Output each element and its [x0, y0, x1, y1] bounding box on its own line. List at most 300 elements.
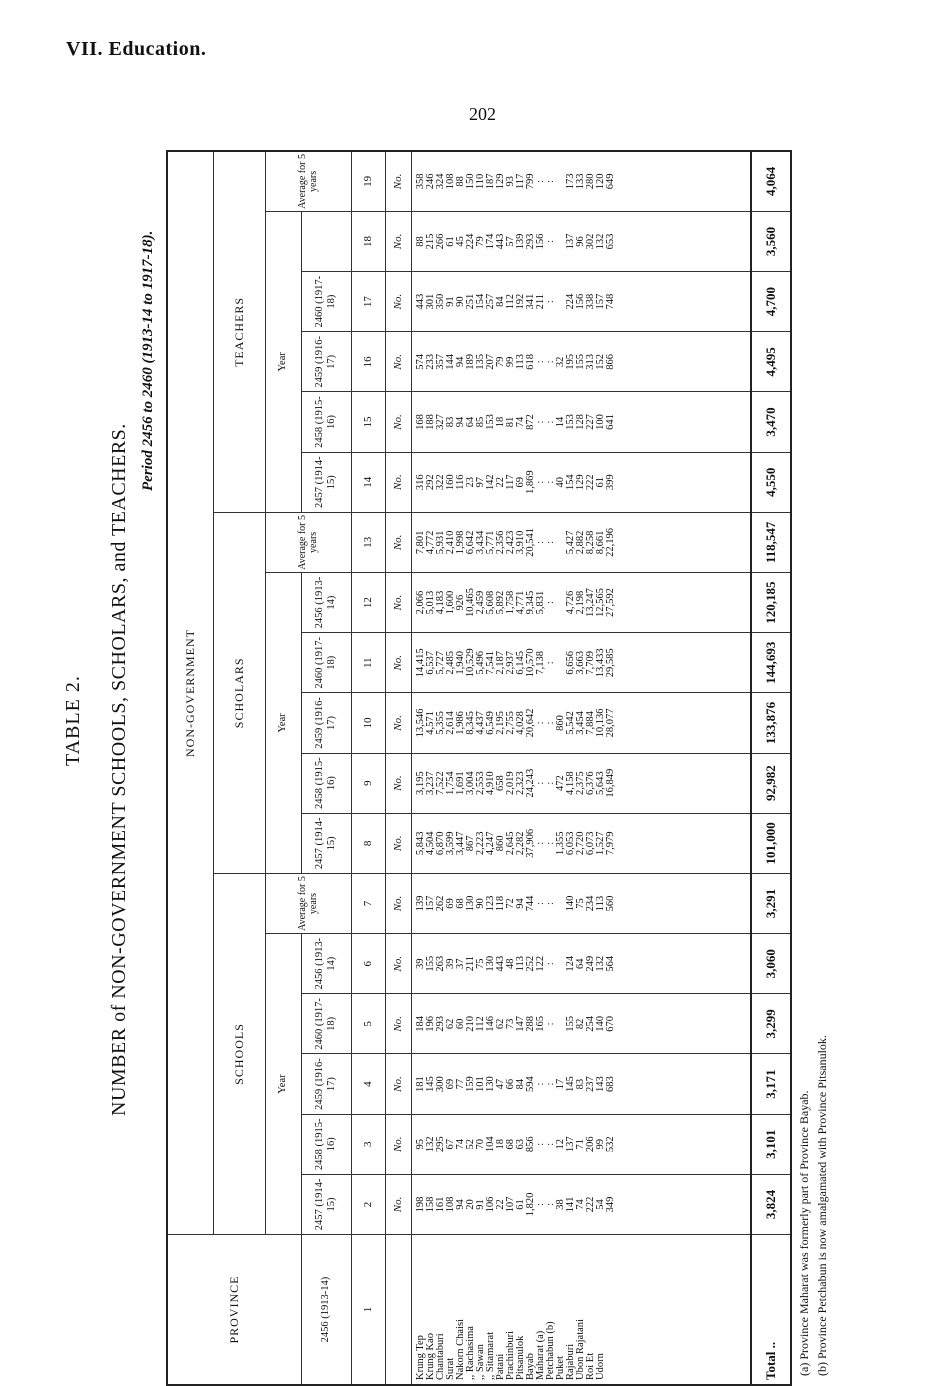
data-cell: 4,772	[424, 530, 436, 555]
data-cell: :	[534, 360, 546, 364]
data-cell: 301	[424, 293, 436, 310]
data-cell: 263	[434, 955, 446, 972]
data-cell: 5,931	[434, 530, 446, 555]
data-column	[411, 1054, 751, 1114]
data-cell: 1,691	[454, 771, 466, 795]
data-cell: 5,013	[424, 590, 436, 615]
data-cell: 6,870	[434, 831, 446, 856]
data-cell: 101	[474, 1076, 486, 1092]
footnote-b: (b) Province Petchabun is now amalgamated with Province Pitsanulok.	[815, 1035, 829, 1376]
data-cell: 161	[434, 1196, 446, 1213]
data-cell: 113	[594, 895, 606, 912]
column-number: 9	[351, 753, 385, 813]
data-cell: 18	[494, 416, 506, 428]
data-column	[411, 753, 751, 813]
data-cell: 7,709	[584, 650, 596, 675]
data-cell: 2,937	[504, 650, 516, 675]
data-cell: 54	[594, 1199, 606, 1210]
province-name: Puket	[554, 1356, 566, 1380]
data-cell: 155	[564, 1016, 576, 1032]
data-cell: 60	[454, 1018, 466, 1030]
data-cell: 96	[574, 236, 586, 247]
data-cell: 90	[454, 296, 466, 307]
data-cell: 293	[434, 1016, 446, 1032]
data-cell: 45	[454, 236, 466, 247]
data-cell: 85	[474, 416, 486, 428]
data-cell: 72	[504, 898, 516, 909]
data-cell: :	[544, 721, 556, 725]
data-cell: 139	[414, 895, 426, 912]
data-cell: 132	[594, 955, 606, 972]
data-cell	[556, 934, 566, 993]
data-column	[411, 211, 751, 271]
data-cell: 2,645	[504, 831, 516, 856]
data-cell: 341	[524, 293, 536, 310]
data-cell: 2,882	[574, 530, 586, 555]
data-cell: 6,656	[564, 650, 576, 675]
data-cell: 2,553	[474, 771, 486, 795]
data-cell: 99	[594, 1139, 606, 1150]
data-cell: 68	[504, 1139, 516, 1150]
data-cell: 5,542	[564, 711, 576, 735]
data-cell: 2,485	[444, 650, 456, 675]
province-name: Ubon Rajatani	[574, 1319, 586, 1380]
data-cell: 129	[494, 173, 506, 190]
data-cell: 130	[484, 955, 496, 972]
data-cell: 150	[464, 173, 476, 190]
data-cell: 867	[464, 835, 476, 852]
data-cell: 5,496	[474, 650, 486, 675]
data-cell: 168	[414, 414, 426, 430]
data-cell: 27,592	[604, 588, 616, 617]
data-cell: 146	[484, 1016, 496, 1032]
data-cell: 52	[464, 1139, 476, 1150]
year-column-header: 2456 (1913-14)	[301, 572, 351, 632]
data-cell: 10,570	[524, 648, 536, 678]
column-number: 15	[351, 392, 385, 452]
data-cell	[556, 573, 566, 632]
data-cell: 4,028	[514, 711, 526, 735]
data-cell: 154	[564, 474, 576, 491]
total-label: Total ..	[751, 1235, 791, 1385]
data-cell: 93	[504, 176, 516, 187]
data-cell: 100	[594, 414, 606, 430]
data-cell: 4,437	[474, 711, 486, 735]
data-cell: 1,998	[454, 530, 466, 555]
data-cell: 327	[434, 414, 446, 430]
data-cell: 181	[414, 1076, 426, 1092]
data-cell: 1,527	[594, 831, 606, 856]
data-cell: 145	[564, 1076, 576, 1092]
data-cell: 7,541	[484, 650, 496, 675]
data-cell: :	[534, 540, 546, 544]
column-number: 16	[351, 332, 385, 392]
data-cell: :	[534, 902, 546, 905]
data-cell: 75	[574, 898, 586, 909]
total-value: 3,560	[751, 211, 791, 271]
total-value: 4,700	[751, 272, 791, 332]
data-cell: 81	[504, 416, 516, 428]
data-cell: :	[544, 1082, 556, 1086]
data-cell: 10,529	[464, 648, 476, 678]
data-cell: :	[544, 962, 556, 966]
year-header: Year	[265, 934, 301, 1235]
data-cell: 95	[414, 1139, 426, 1150]
data-cell: 357	[434, 353, 446, 370]
data-cell: 1,754	[444, 771, 456, 795]
data-cell: 39	[414, 958, 426, 969]
data-cell: 79	[494, 356, 506, 368]
data-cell: 926	[454, 594, 466, 611]
data-cell: 112	[504, 293, 516, 310]
data-cell: 69	[444, 898, 456, 909]
data-cell: 91	[444, 296, 456, 307]
data-column	[411, 813, 751, 873]
data-cell: 77	[454, 1078, 466, 1090]
data-cell: 860	[554, 715, 566, 731]
data-column	[411, 151, 751, 211]
data-cell: 3,599	[444, 831, 456, 856]
data-cell	[556, 272, 566, 331]
data-cell: 17	[554, 1078, 566, 1090]
total-value: 3,470	[751, 392, 791, 452]
data-cell: :	[534, 1082, 546, 1086]
data-cell: 83	[574, 1078, 586, 1090]
year-header: Year	[265, 572, 301, 873]
data-cell: 61	[514, 1199, 526, 1210]
data-cell: :	[544, 902, 556, 905]
no-label: No.	[385, 994, 411, 1054]
data-cell: 683	[604, 1076, 616, 1092]
data-cell: 91	[474, 1199, 486, 1210]
data-cell: 4,504	[424, 831, 436, 856]
data-column	[411, 272, 751, 332]
data-cell: 108	[444, 173, 456, 190]
year-column-header: 2460 (1917-18)	[301, 272, 351, 332]
province-name: Nakorn Chaisi	[454, 1319, 466, 1380]
data-cell: 744	[524, 895, 536, 912]
page-number: 202	[469, 104, 496, 124]
year-column-header: 2460 (1917-18)	[301, 633, 351, 693]
data-cell: 653	[604, 233, 616, 250]
data-cell: 3,237	[424, 771, 436, 795]
data-cell: 2,195	[494, 711, 506, 735]
average-header: Average for 5 years	[265, 873, 351, 933]
data-cell: 22,196	[604, 527, 616, 557]
data-cell: 13,247	[584, 588, 596, 617]
data-cell: 399	[604, 474, 616, 491]
data-cell: 70	[474, 1139, 486, 1150]
data-cell: 88	[414, 236, 426, 247]
column-number: 11	[351, 633, 385, 693]
data-cell: 6,053	[564, 831, 576, 856]
data-cell: 5,771	[484, 530, 496, 555]
data-cell: 144	[444, 353, 456, 370]
total-value: 3,291	[751, 873, 791, 933]
data-cell: 254	[584, 1016, 596, 1032]
non-government-header: NON-GOVERNMENT	[167, 151, 213, 1235]
data-cell: :	[544, 841, 556, 845]
data-cell: 74	[454, 1139, 466, 1150]
data-cell: 106	[484, 1196, 496, 1213]
data-cell: 4,771	[514, 590, 526, 615]
data-cell: 2,423	[504, 530, 516, 555]
data-cell: 157	[424, 895, 436, 912]
data-cell: 69	[514, 476, 526, 488]
data-cell: :	[534, 781, 546, 785]
data-cell: :	[544, 781, 556, 785]
data-cell: 8,258	[584, 530, 596, 555]
data-column	[411, 452, 751, 512]
column-number: 18	[351, 211, 385, 271]
data-cell: 18	[494, 1139, 506, 1150]
data-cell: 472	[554, 775, 566, 791]
data-cell: 251	[464, 293, 476, 310]
data-cell: 349	[604, 1196, 616, 1213]
province-name: Krung Tep	[414, 1335, 426, 1380]
column-number: 7	[351, 873, 385, 933]
data-cell: 28,077	[604, 708, 616, 738]
data-cell: 174	[484, 233, 496, 250]
data-cell: 12,565	[594, 588, 606, 617]
data-cell: 5,355	[434, 711, 446, 735]
data-cell: 222	[584, 474, 596, 491]
year-column-header: 2458 (1915-16)	[301, 392, 351, 452]
data-cell: :	[544, 1142, 556, 1146]
data-cell: 322	[434, 474, 446, 491]
statistics-table-wrapper	[166, 150, 792, 1386]
year-column-header: 2457 (1914-15)	[301, 1174, 351, 1234]
total-value: 101,000	[751, 813, 791, 873]
data-cell: 124	[564, 955, 576, 972]
data-cell: 141	[564, 1196, 576, 1213]
data-cell: 137	[564, 233, 576, 250]
data-cell: 300	[434, 1076, 446, 1092]
data-cell: 66	[504, 1078, 516, 1090]
data-cell: 6,537	[424, 650, 436, 675]
province-name: Petchabun (b)	[544, 1321, 556, 1380]
data-cell: 20	[464, 1199, 476, 1210]
province-name: Pitsanulok	[514, 1335, 526, 1380]
data-cell: 157	[594, 293, 606, 310]
data-cell: 5,843	[414, 831, 426, 856]
data-cell: 237	[584, 1076, 596, 1092]
data-cell: 338	[584, 293, 596, 310]
scholars-header: SCHOLARS	[213, 512, 265, 873]
column-number: 5	[351, 994, 385, 1054]
total-value: 3,171	[751, 1054, 791, 1114]
data-cell: 860	[494, 835, 506, 852]
data-cell: 99	[504, 356, 516, 368]
column-number: 10	[351, 693, 385, 753]
data-column	[411, 512, 751, 572]
data-cell: 658	[494, 775, 506, 791]
data-cell: 147	[514, 1016, 526, 1032]
statistics-table	[166, 150, 792, 1386]
data-cell: 313	[584, 353, 596, 370]
column-number: 12	[351, 572, 385, 632]
data-cell: 5,643	[594, 771, 606, 795]
data-cell: :	[544, 179, 556, 183]
data-cell: 22	[494, 476, 506, 488]
data-cell: 74	[574, 1199, 586, 1210]
no-label: No.	[385, 934, 411, 994]
data-cell: 113	[514, 956, 526, 972]
data-cell: 2,375	[574, 771, 586, 795]
data-cell: 117	[504, 474, 516, 490]
data-cell: :	[544, 239, 556, 243]
data-cell: 113	[514, 354, 526, 370]
province-name: Roi Et	[584, 1352, 596, 1380]
data-cell: 10,465	[464, 588, 476, 617]
province-name: Udorn	[594, 1353, 606, 1380]
data-cell: 8,661	[594, 530, 606, 555]
data-column	[411, 873, 751, 933]
data-cell: 257	[484, 293, 496, 310]
data-cell: 350	[434, 293, 446, 310]
data-cell: 140	[564, 895, 576, 912]
data-cell: 1,820	[524, 1192, 536, 1217]
province-name: Bayab	[524, 1353, 536, 1380]
data-cell: 16,849	[604, 768, 616, 798]
total-value: 144,693	[751, 633, 791, 693]
no-label: No.	[385, 1174, 411, 1234]
data-cell: 153	[484, 414, 496, 430]
data-cell: :	[544, 661, 556, 665]
data-cell: 145	[424, 1076, 436, 1092]
total-value: 3,299	[751, 994, 791, 1054]
province-name: Prachinburi	[504, 1331, 516, 1380]
no-label: No.	[385, 813, 411, 873]
data-cell: 142	[484, 474, 496, 491]
no-label: No.	[385, 332, 411, 392]
data-cell: 618	[524, 353, 536, 370]
data-cell: 866	[604, 353, 616, 370]
data-cell: 48	[504, 958, 516, 969]
data-cell: 123	[484, 895, 496, 912]
data-cell: 97	[474, 476, 486, 488]
year-column-header: 2459 (1916-17)	[301, 332, 351, 392]
data-cell: 57	[504, 236, 516, 247]
data-cell: 143	[594, 1076, 606, 1092]
data-cell: 224	[564, 293, 576, 310]
data-cell: 1,355	[554, 831, 566, 856]
data-cell: 112	[474, 1016, 486, 1032]
data-cell: 1,869	[524, 470, 536, 494]
data-cell: 6,549	[484, 711, 496, 735]
data-cell: 6,073	[584, 831, 596, 856]
province-name: ,, Sawan	[474, 1344, 486, 1380]
data-cell: 207	[484, 353, 496, 370]
data-cell: 156	[574, 293, 586, 310]
data-cell: 234	[584, 895, 596, 912]
data-cell: 118	[494, 895, 506, 912]
data-cell: 3,910	[514, 530, 526, 555]
data-cell: 68	[454, 898, 466, 909]
data-column	[411, 633, 751, 693]
column-number: 2	[351, 1174, 385, 1234]
data-cell: 137	[564, 1136, 576, 1153]
data-cell: 233	[424, 353, 436, 370]
data-cell: 7,884	[584, 711, 596, 735]
data-cell: 5,892	[494, 590, 506, 615]
data-cell: 4,910	[484, 771, 496, 795]
data-cell: 94	[514, 898, 526, 909]
data-cell: :	[544, 360, 556, 364]
data-cell: 84	[494, 296, 506, 307]
data-cell: 140	[594, 1016, 606, 1032]
data-cell	[556, 513, 566, 572]
data-cell: 133	[574, 173, 586, 190]
data-cell: 3,004	[464, 771, 476, 795]
data-cell: 2,755	[504, 711, 516, 735]
data-cell: 156	[534, 233, 546, 250]
data-cell: 196	[424, 1016, 436, 1032]
data-cell: :	[544, 1022, 556, 1026]
data-cell: 3,454	[574, 711, 586, 735]
data-cell: 4,571	[424, 711, 436, 735]
data-cell: 165	[534, 1016, 546, 1032]
data-cell: 293	[524, 233, 536, 250]
data-cell: 116	[454, 474, 466, 490]
data-cell: 79	[474, 236, 486, 247]
data-cell: 14,415	[414, 648, 426, 678]
data-cell: 799	[524, 173, 536, 190]
data-cell: 24,243	[524, 768, 536, 798]
data-cell: 5,727	[434, 650, 446, 675]
data-cell: 7,138	[534, 650, 546, 675]
data-cell: 670	[604, 1016, 616, 1032]
data-cell: 155	[574, 353, 586, 370]
province-name: Rajaburi	[564, 1343, 576, 1380]
data-cell: 224	[464, 233, 476, 250]
data-cell: 107	[504, 1196, 516, 1213]
data-cell: 195	[564, 353, 576, 370]
data-cell: 215	[424, 233, 436, 250]
data-cell: 13,433	[594, 648, 606, 678]
data-column	[411, 392, 751, 452]
data-cell: 5,831	[534, 590, 546, 615]
data-cell: 443	[494, 955, 506, 972]
data-cell: 187	[484, 173, 496, 190]
data-cell: 61	[594, 476, 606, 488]
blank-cell	[385, 1235, 411, 1385]
no-label: No.	[385, 392, 411, 452]
data-column	[411, 994, 751, 1054]
footnotes	[795, 576, 831, 1376]
data-cell: 560	[604, 895, 616, 912]
province-name: Surat	[444, 1357, 456, 1380]
data-cell: 108	[444, 1196, 456, 1213]
data-cell: 94	[454, 1199, 466, 1210]
year-column-header: 2458 (1915-16)	[301, 753, 351, 813]
data-cell: 7,801	[414, 530, 426, 555]
data-cell: :	[544, 420, 556, 424]
data-cell: 62	[494, 1018, 506, 1030]
year-column-header: 2457 (1914-15)	[301, 813, 351, 873]
data-cell: 39	[444, 958, 456, 969]
column-number: 14	[351, 452, 385, 512]
data-cell: 6,642	[464, 530, 476, 555]
data-cell: 152	[594, 353, 606, 370]
data-cell: 153	[564, 414, 576, 430]
data-cell: 210	[464, 1016, 476, 1032]
data-cell: 64	[464, 416, 476, 428]
data-cell	[556, 152, 566, 211]
data-cell: :	[534, 420, 546, 424]
data-cell: 13,546	[414, 708, 426, 738]
year-column-header: 2459 (1916-17)	[301, 693, 351, 753]
